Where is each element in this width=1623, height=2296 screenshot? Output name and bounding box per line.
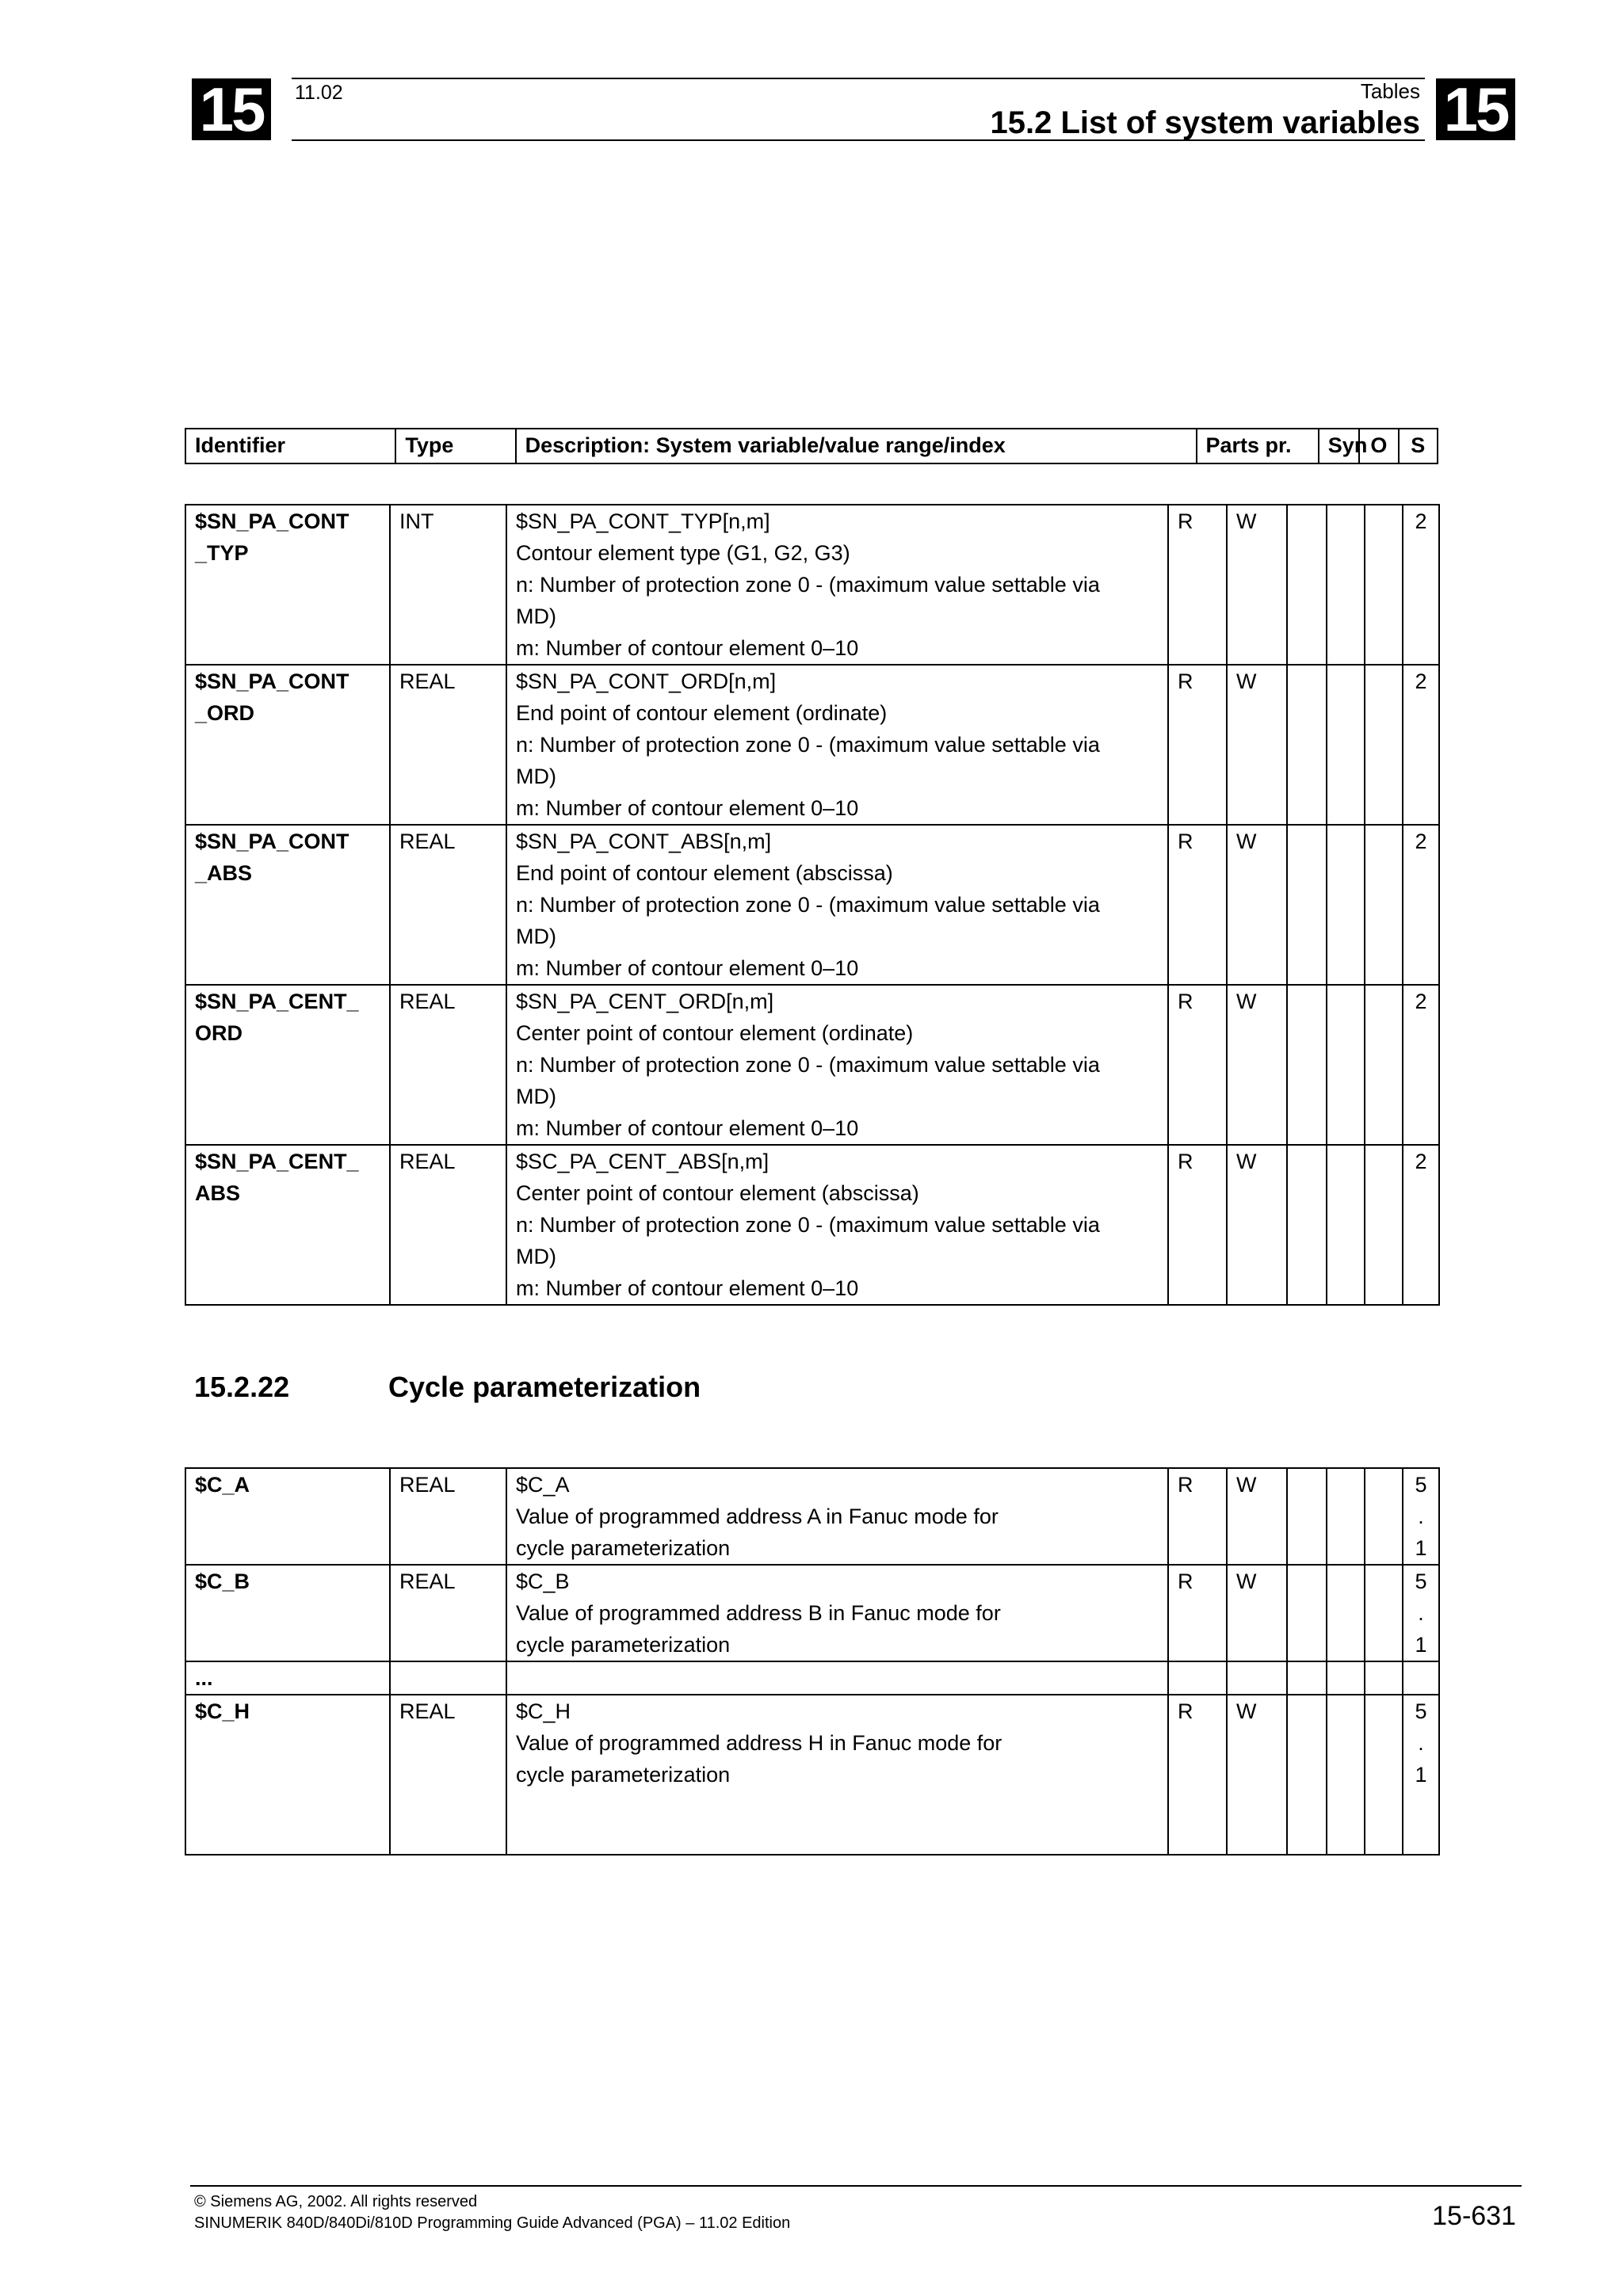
description-line: $C_A bbox=[516, 1473, 570, 1497]
identifier-cell bbox=[185, 505, 390, 665]
identifier-cell bbox=[185, 1661, 390, 1695]
s-cell bbox=[1403, 1695, 1439, 1855]
description-line: Center point of contour element (abscissa) bbox=[516, 1181, 919, 1205]
table-row bbox=[185, 1468, 1439, 1565]
col-type: Type bbox=[395, 429, 515, 463]
description-line: $SN_PA_CENT_ORD[n,m] bbox=[516, 990, 774, 1013]
identifier-line: $C_B bbox=[195, 1569, 250, 1593]
col-s: S bbox=[1399, 429, 1438, 463]
description-line: Value of programmed address B in Fanuc mode for bbox=[516, 1601, 1001, 1625]
syn-cell-1 bbox=[1287, 665, 1327, 825]
s-line: . bbox=[1418, 1601, 1424, 1625]
description-line: n: Number of protection zone 0 - (maximum value settable via bbox=[516, 893, 1100, 917]
description-cell bbox=[506, 1695, 1168, 1855]
syn-cell-1 bbox=[1287, 825, 1327, 985]
type-cell: REAL bbox=[390, 665, 506, 825]
table-row bbox=[185, 665, 1439, 825]
col-parts-pr: Parts pr. bbox=[1197, 429, 1319, 463]
description-cell bbox=[506, 825, 1168, 985]
parts-w-cell bbox=[1227, 1661, 1287, 1695]
cycle-parameter-table bbox=[185, 1467, 1440, 1855]
section-title: Cycle parameterization bbox=[388, 1371, 701, 1403]
description-line: n: Number of protection zone 0 - (maximum value settable via bbox=[516, 573, 1100, 597]
chapter-number-badge-left: 15 bbox=[192, 78, 271, 140]
description-cell bbox=[506, 1468, 1168, 1565]
page-number: 15-631 bbox=[1432, 2201, 1516, 2231]
table-row bbox=[185, 1695, 1439, 1855]
parts-w-cell: W bbox=[1227, 1565, 1287, 1661]
description-line: MD) bbox=[516, 765, 556, 788]
description-line: m: Number of contour element 0–10 bbox=[516, 956, 859, 980]
description-line: End point of contour element (abscissa) bbox=[516, 861, 893, 885]
identifier-line: $SN_PA_CONT bbox=[195, 509, 349, 533]
table-row bbox=[185, 1565, 1439, 1661]
syn-cell-1 bbox=[1287, 985, 1327, 1145]
description-line: End point of contour element (ordinate) bbox=[516, 701, 888, 725]
s-line bbox=[1403, 1662, 1438, 1694]
description-line: n: Number of protection zone 0 - (maximum value settable via bbox=[516, 1213, 1100, 1237]
identifier-cell bbox=[185, 985, 390, 1145]
parts-w-cell: W bbox=[1227, 1695, 1287, 1855]
description-line bbox=[516, 1822, 1167, 1854]
s-line: 5 bbox=[1415, 1569, 1427, 1593]
type-cell: INT bbox=[390, 505, 506, 665]
description-line: cycle parameterization bbox=[516, 1536, 731, 1560]
identifier-cell bbox=[185, 825, 390, 985]
identifier-line: $SN_PA_CONT bbox=[195, 669, 349, 693]
col-syn: Syn bbox=[1319, 429, 1359, 463]
s-line: . bbox=[1418, 1731, 1424, 1755]
o-cell bbox=[1365, 825, 1403, 985]
parts-r-cell: R bbox=[1168, 985, 1227, 1145]
syn-cell-2 bbox=[1327, 1661, 1365, 1695]
footer-guide-title: SINUMERIK 840D/840Di/810D Programming Guide Advanced (PGA) – 11.02 Edition bbox=[194, 2214, 791, 2232]
parts-w-cell: W bbox=[1227, 825, 1287, 985]
parts-r-cell: R bbox=[1168, 1565, 1227, 1661]
table-row bbox=[185, 825, 1439, 985]
description-cell bbox=[506, 1661, 1168, 1695]
identifier-cell bbox=[185, 1145, 390, 1305]
description-line: MD) bbox=[516, 1085, 556, 1108]
type-cell: REAL bbox=[390, 1695, 506, 1855]
parts-w-cell: W bbox=[1227, 1468, 1287, 1565]
s-cell bbox=[1403, 665, 1439, 825]
s-cell bbox=[1403, 1565, 1439, 1661]
table-row bbox=[185, 1661, 1439, 1695]
parts-r-cell: R bbox=[1168, 1468, 1227, 1565]
s-line: 1 bbox=[1415, 1763, 1427, 1787]
description-line: $C_B bbox=[516, 1569, 570, 1593]
description-line: $C_H bbox=[516, 1699, 571, 1723]
parts-w-cell: W bbox=[1227, 665, 1287, 825]
table-row bbox=[185, 505, 1439, 665]
description-line: MD) bbox=[516, 925, 556, 948]
description-line: $SN_PA_CONT_ORD[n,m] bbox=[516, 669, 777, 693]
identifier-line: _ORD bbox=[195, 701, 255, 725]
description-cell bbox=[506, 505, 1168, 665]
o-cell bbox=[1365, 1565, 1403, 1661]
syn-cell-2 bbox=[1327, 1565, 1365, 1661]
s-line: 2 bbox=[1415, 669, 1427, 693]
o-cell bbox=[1365, 1695, 1403, 1855]
syn-cell-2 bbox=[1327, 985, 1365, 1145]
identifier-cell bbox=[185, 1695, 390, 1855]
o-cell bbox=[1365, 985, 1403, 1145]
description-line bbox=[516, 1791, 1167, 1822]
parts-r-cell: R bbox=[1168, 825, 1227, 985]
identifier-cell bbox=[185, 665, 390, 825]
parts-w-cell: W bbox=[1227, 1145, 1287, 1305]
table-row bbox=[185, 1145, 1439, 1305]
syn-cell-1 bbox=[1287, 1661, 1327, 1695]
parts-r-cell: R bbox=[1168, 505, 1227, 665]
description-line: Contour element type (G1, G2, G3) bbox=[516, 541, 850, 565]
type-cell: REAL bbox=[390, 1145, 506, 1305]
description-line: Value of programmed address H in Fanuc mode for bbox=[516, 1731, 1002, 1755]
syn-cell-1 bbox=[1287, 1695, 1327, 1855]
description-cell bbox=[506, 1565, 1168, 1661]
col-identifier: Identifier bbox=[185, 429, 395, 463]
s-cell bbox=[1403, 1145, 1439, 1305]
syn-cell-1 bbox=[1287, 1145, 1327, 1305]
syn-cell-1 bbox=[1287, 1468, 1327, 1565]
column-header-table bbox=[185, 428, 1438, 464]
o-cell bbox=[1365, 1145, 1403, 1305]
description-line: n: Number of protection zone 0 - (maximum value settable via bbox=[516, 733, 1100, 757]
identifier-cell bbox=[185, 1565, 390, 1661]
identifier-line: ORD bbox=[195, 1021, 242, 1045]
description-line: cycle parameterization bbox=[516, 1633, 731, 1657]
description-line: MD) bbox=[516, 1245, 556, 1268]
description-line: m: Number of contour element 0–10 bbox=[516, 1276, 859, 1300]
description-line: Center point of contour element (ordinate) bbox=[516, 1021, 914, 1045]
s-line: 2 bbox=[1415, 990, 1427, 1013]
description-line: m: Number of contour element 0–10 bbox=[516, 796, 859, 820]
col-o: O bbox=[1359, 429, 1398, 463]
type-cell: REAL bbox=[390, 1565, 506, 1661]
s-cell bbox=[1403, 985, 1439, 1145]
col-description: Description: System variable/value range/index bbox=[516, 429, 1197, 463]
identifier-line: $SN_PA_CENT_ bbox=[195, 990, 359, 1013]
syn-cell-2 bbox=[1327, 1468, 1365, 1565]
chapter-number-badge-right: 15 bbox=[1436, 78, 1515, 140]
s-line: 1 bbox=[1415, 1536, 1427, 1560]
parts-r-cell: R bbox=[1168, 665, 1227, 825]
description-cell bbox=[506, 985, 1168, 1145]
syn-cell-2 bbox=[1327, 665, 1365, 825]
identifier-line: _ABS bbox=[195, 861, 253, 885]
syn-cell-1 bbox=[1287, 1565, 1327, 1661]
s-line: 2 bbox=[1415, 509, 1427, 533]
footer-copyright: © Siemens AG, 2002. All rights reserved bbox=[194, 2193, 478, 2210]
page-title: 15.2 List of system variables bbox=[990, 105, 1420, 140]
description-line: $SN_PA_CONT_ABS[n,m] bbox=[516, 830, 772, 853]
parts-r-cell: R bbox=[1168, 1695, 1227, 1855]
s-cell bbox=[1403, 1661, 1439, 1695]
parts-w-cell: W bbox=[1227, 985, 1287, 1145]
parts-r-cell: R bbox=[1168, 1145, 1227, 1305]
syn-cell-2 bbox=[1327, 825, 1365, 985]
s-line: . bbox=[1418, 1505, 1424, 1528]
identifier-line: _TYP bbox=[195, 541, 249, 565]
type-cell bbox=[390, 1661, 506, 1695]
s-cell bbox=[1403, 1468, 1439, 1565]
identifier-line: ... bbox=[195, 1666, 213, 1690]
identifier-line: $C_A bbox=[195, 1473, 250, 1497]
syn-cell-2 bbox=[1327, 1695, 1365, 1855]
o-cell bbox=[1365, 505, 1403, 665]
o-cell bbox=[1365, 1468, 1403, 1565]
table-row bbox=[185, 985, 1439, 1145]
protection-zone-table bbox=[185, 504, 1440, 1306]
description-line: MD) bbox=[516, 605, 556, 628]
o-cell bbox=[1365, 665, 1403, 825]
header-date: 11.02 bbox=[295, 82, 343, 104]
syn-cell-1 bbox=[1287, 505, 1327, 665]
identifier-cell bbox=[185, 1468, 390, 1565]
s-cell bbox=[1403, 825, 1439, 985]
parts-w-cell: W bbox=[1227, 505, 1287, 665]
syn-cell-2 bbox=[1327, 505, 1365, 665]
syn-cell-2 bbox=[1327, 1145, 1365, 1305]
description-line: $SN_PA_CONT_TYP[n,m] bbox=[516, 509, 770, 533]
description-line: cycle parameterization bbox=[516, 1763, 731, 1787]
description-line: Value of programmed address A in Fanuc mode for bbox=[516, 1505, 999, 1528]
description-line: m: Number of contour element 0–10 bbox=[516, 636, 859, 660]
s-cell bbox=[1403, 505, 1439, 665]
o-cell bbox=[1365, 1661, 1403, 1695]
section-number: 15.2.22 bbox=[194, 1371, 290, 1403]
type-cell: REAL bbox=[390, 1468, 506, 1565]
description-cell bbox=[506, 1145, 1168, 1305]
s-line: 5 bbox=[1415, 1473, 1427, 1497]
description-cell bbox=[506, 665, 1168, 825]
s-line: 5 bbox=[1415, 1699, 1427, 1723]
description-line: m: Number of contour element 0–10 bbox=[516, 1116, 859, 1140]
footer-rule bbox=[190, 2185, 1522, 2187]
identifier-line: $C_H bbox=[195, 1699, 250, 1723]
identifier-line: $SN_PA_CONT bbox=[195, 830, 349, 853]
type-cell: REAL bbox=[390, 985, 506, 1145]
type-cell: REAL bbox=[390, 825, 506, 985]
s-line: 2 bbox=[1415, 830, 1427, 853]
identifier-line: ABS bbox=[195, 1181, 241, 1205]
parts-r-cell bbox=[1168, 1661, 1227, 1695]
s-line: 2 bbox=[1415, 1150, 1427, 1173]
description-line bbox=[516, 1662, 1167, 1694]
description-line: $SC_PA_CENT_ABS[n,m] bbox=[516, 1150, 769, 1173]
description-line: n: Number of protection zone 0 - (maximum value settable via bbox=[516, 1053, 1100, 1077]
identifier-line: $SN_PA_CENT_ bbox=[195, 1150, 359, 1173]
s-line: 1 bbox=[1415, 1633, 1427, 1657]
header-section-name: Tables bbox=[1360, 79, 1420, 103]
header-rule-top bbox=[292, 78, 1425, 79]
